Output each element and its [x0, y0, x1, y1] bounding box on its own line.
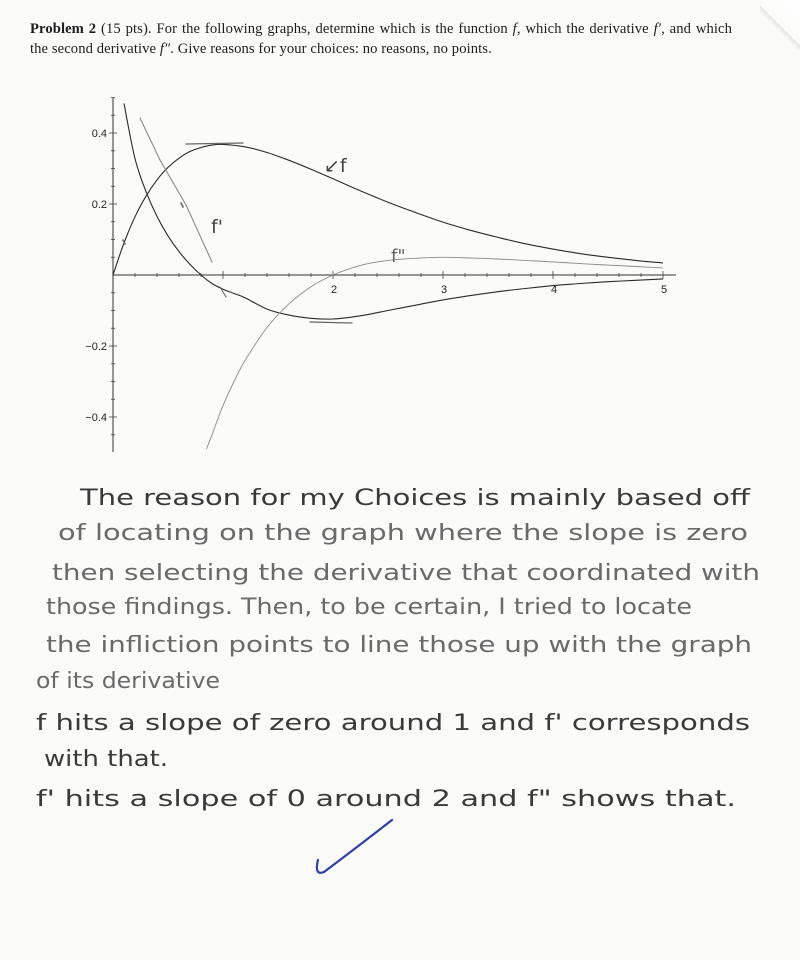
y-tick-label: 0.2	[91, 199, 107, 211]
answer-line: the infliction points to line those up with the graph	[46, 633, 752, 658]
answer-line: those findings. Then, to be certain, I tried to locate	[46, 595, 692, 620]
annotation-f-double-prime: f"	[391, 246, 406, 267]
annotation-f-prime: f'	[211, 216, 223, 238]
problem-points: (15 pts).	[101, 21, 152, 37]
x-tick-label: 4	[550, 284, 558, 296]
problem-number: Problem 2	[30, 21, 97, 37]
answer-line: of its derivative	[36, 669, 220, 694]
answer-line: with that.	[44, 747, 168, 772]
answer-line: The reason for my Choices is mainly based off	[78, 486, 752, 511]
problem-text-3: , and which the second derivative	[30, 21, 733, 57]
symbol-f: f	[512, 21, 517, 37]
symbol-f-prime: f′	[653, 21, 662, 37]
y-tick-label: 0.4	[91, 128, 107, 140]
x-tick-label: 3	[440, 284, 448, 296]
answer-line: f hits a slope of zero around 1 and f' corresponds	[36, 711, 750, 736]
check-icon	[317, 820, 392, 873]
x-tick-label: 5	[660, 284, 668, 296]
answer-line: then selecting the derivative that coordinated with	[52, 561, 760, 586]
problem-text-1: For the following graphs, determine which is the function	[156, 21, 508, 37]
problem-text-4: . Give reasons for your choices: no reasons, no points.	[170, 41, 492, 57]
answer-line: of locating on the graph where the slope is zero	[58, 521, 748, 546]
y-tick-label: −0.4	[85, 412, 107, 424]
answer-line: f' hits a slope of 0 around 2 and f" shows that.	[36, 787, 736, 812]
y-tick-label: −0.2	[85, 341, 107, 353]
problem-text-2: , which the derivative	[516, 21, 649, 37]
symbol-f-double-prime: f″	[159, 41, 171, 57]
annotation-f: ↙f	[324, 155, 347, 177]
x-tick-label: 2	[330, 284, 338, 296]
